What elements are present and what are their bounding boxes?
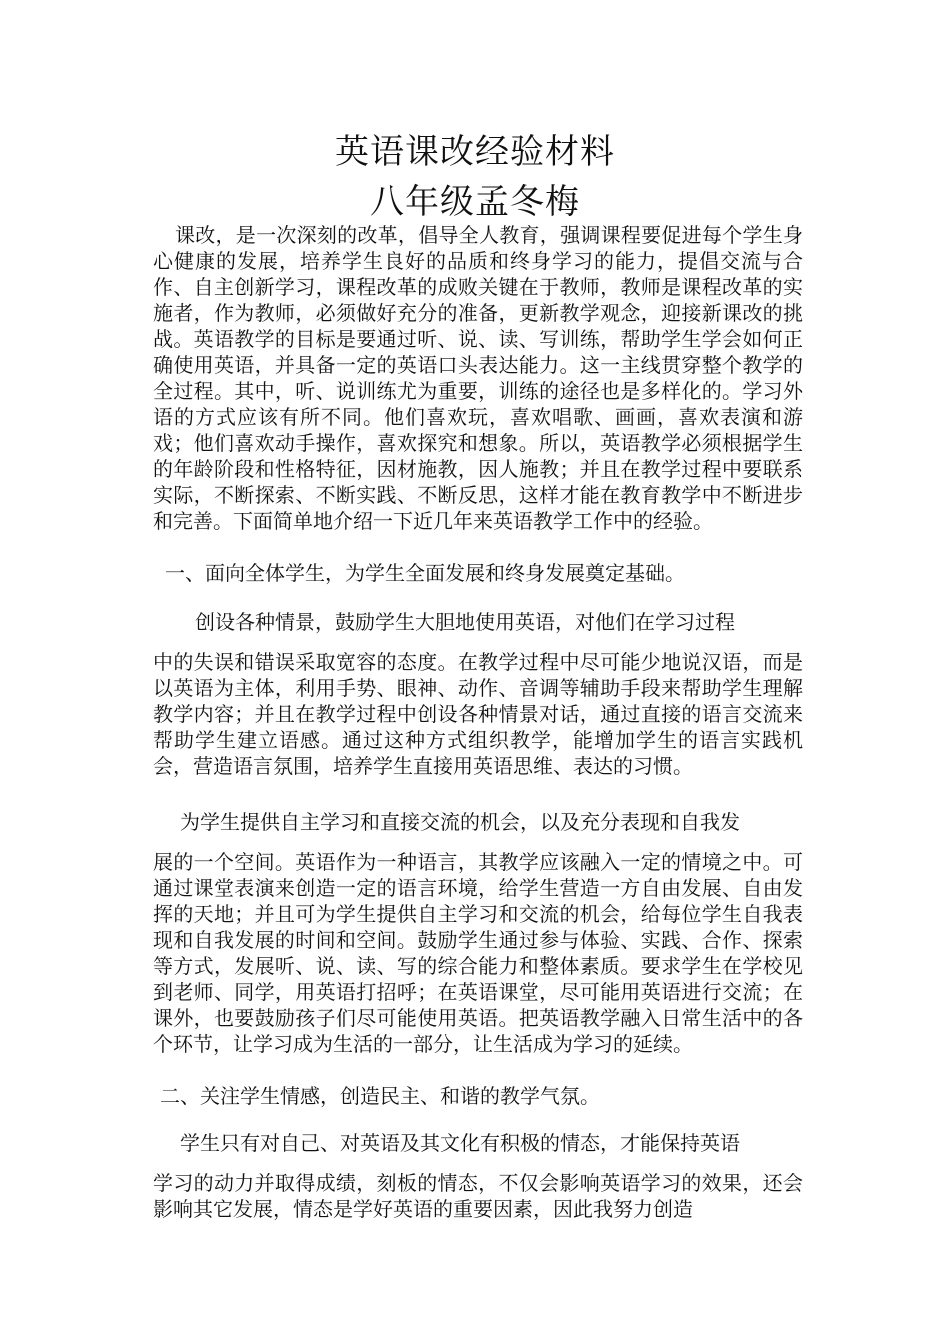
paragraph-2-first-line: 创设各种情景，鼓励学生大胆地使用英语，对他们在学习过程 bbox=[195, 610, 735, 634]
intro-paragraph: 课改，是一次深刻的改革，倡导全人教育，强调课程要促进每个学生身心健康的发展，培养学生良好的品质和终身学习的能力，提倡交流与合作、自主创新学习，课程改革的成败关键在于教师，教师是课程改革的实施者，作为教师，必须做好充分的准备，更新教学观念，迎接新课改的挑战。英语教学的目标是要通过听、说、读、写训练，帮助学生学会如何正确使用英语，并具备一定的英语口头表达能力。这一主线贯穿整个教学的全过程。其中，听、说训练尤为重要，训练的途径也是多样化的。学习外语的方式应该有所不同。他们喜欢玩，喜欢唱歌、画画，喜欢表演和游戏；他们喜欢动手操作，喜欢探究和想象。所以，英语教学必须根据学生的年龄阶段和性格特征，因材施教，因人施教；并且在教学过程中要联系实际，不断探索、不断实践、不断反思，这样才能在教育教学中不断进步和完善。下面简单地介绍一下近几年来英语教学工作中的经验。 bbox=[153, 223, 803, 533]
author-line: 八年级孟冬梅 bbox=[370, 182, 580, 222]
paragraph-3-body: 展的一个空间。英语作为一种语言，其教学应该融入一定的情境之中。可通过课堂表演来创造一定的语言环境，给学生营造一方自由发展、自由发挥的天地；并且可为学生提供自主学习和交流的机会，给每位学生自我表现和自我发展的时间和空间。鼓励学生通过参与体验、实践、合作、探索等方式，发展听、说、读、写的综合能力和整体素质。要求学生在学校见到老师、同学，用英语打招呼；在英语课堂，尽可能用英语进行交流；在课外，也要鼓励孩子们尽可能使用英语。把英语教学融入日常生活中的各个环节，让学习成为生活的一部分，让生活成为学习的延续。 bbox=[153, 850, 803, 1056]
section-heading-2: 二、关注学生情感，创造民主、和谐的教学气氛。 bbox=[160, 1084, 600, 1108]
section-heading-1: 一、面向全体学生，为学生全面发展和终身发展奠定基础。 bbox=[165, 561, 685, 585]
paragraph-2-body: 中的失误和错误采取宽容的态度。在教学过程中尽可能少地说汉语，而是以英语为主体，利用手势、眼神、动作、音调等辅助手段来帮助学生理解教学内容；并且在教学过程中创设各种情景对话，通过直接的语言交流来帮助学生建立语感。通过这种方式组织教学，能增加学生的语言实践机会，营造语言氛围，培养学生直接用英语思维、表达的习惯。 bbox=[153, 650, 803, 778]
document-title: 英语课改经验材料 bbox=[335, 132, 615, 172]
paragraph-4-first-line: 学生只有对自己、对英语及其文化有积极的情态，才能保持英语 bbox=[180, 1131, 740, 1155]
paragraph-4-body: 学习的动力并取得成绩，刻板的情态，不仅会影响英语学习的效果，还会影响其它发展，情态是学好英语的重要因素，因此我努力创造 bbox=[153, 1171, 803, 1221]
paragraph-3-first-line: 为学生提供自主学习和直接交流的机会，以及充分表现和自我发 bbox=[180, 810, 740, 834]
